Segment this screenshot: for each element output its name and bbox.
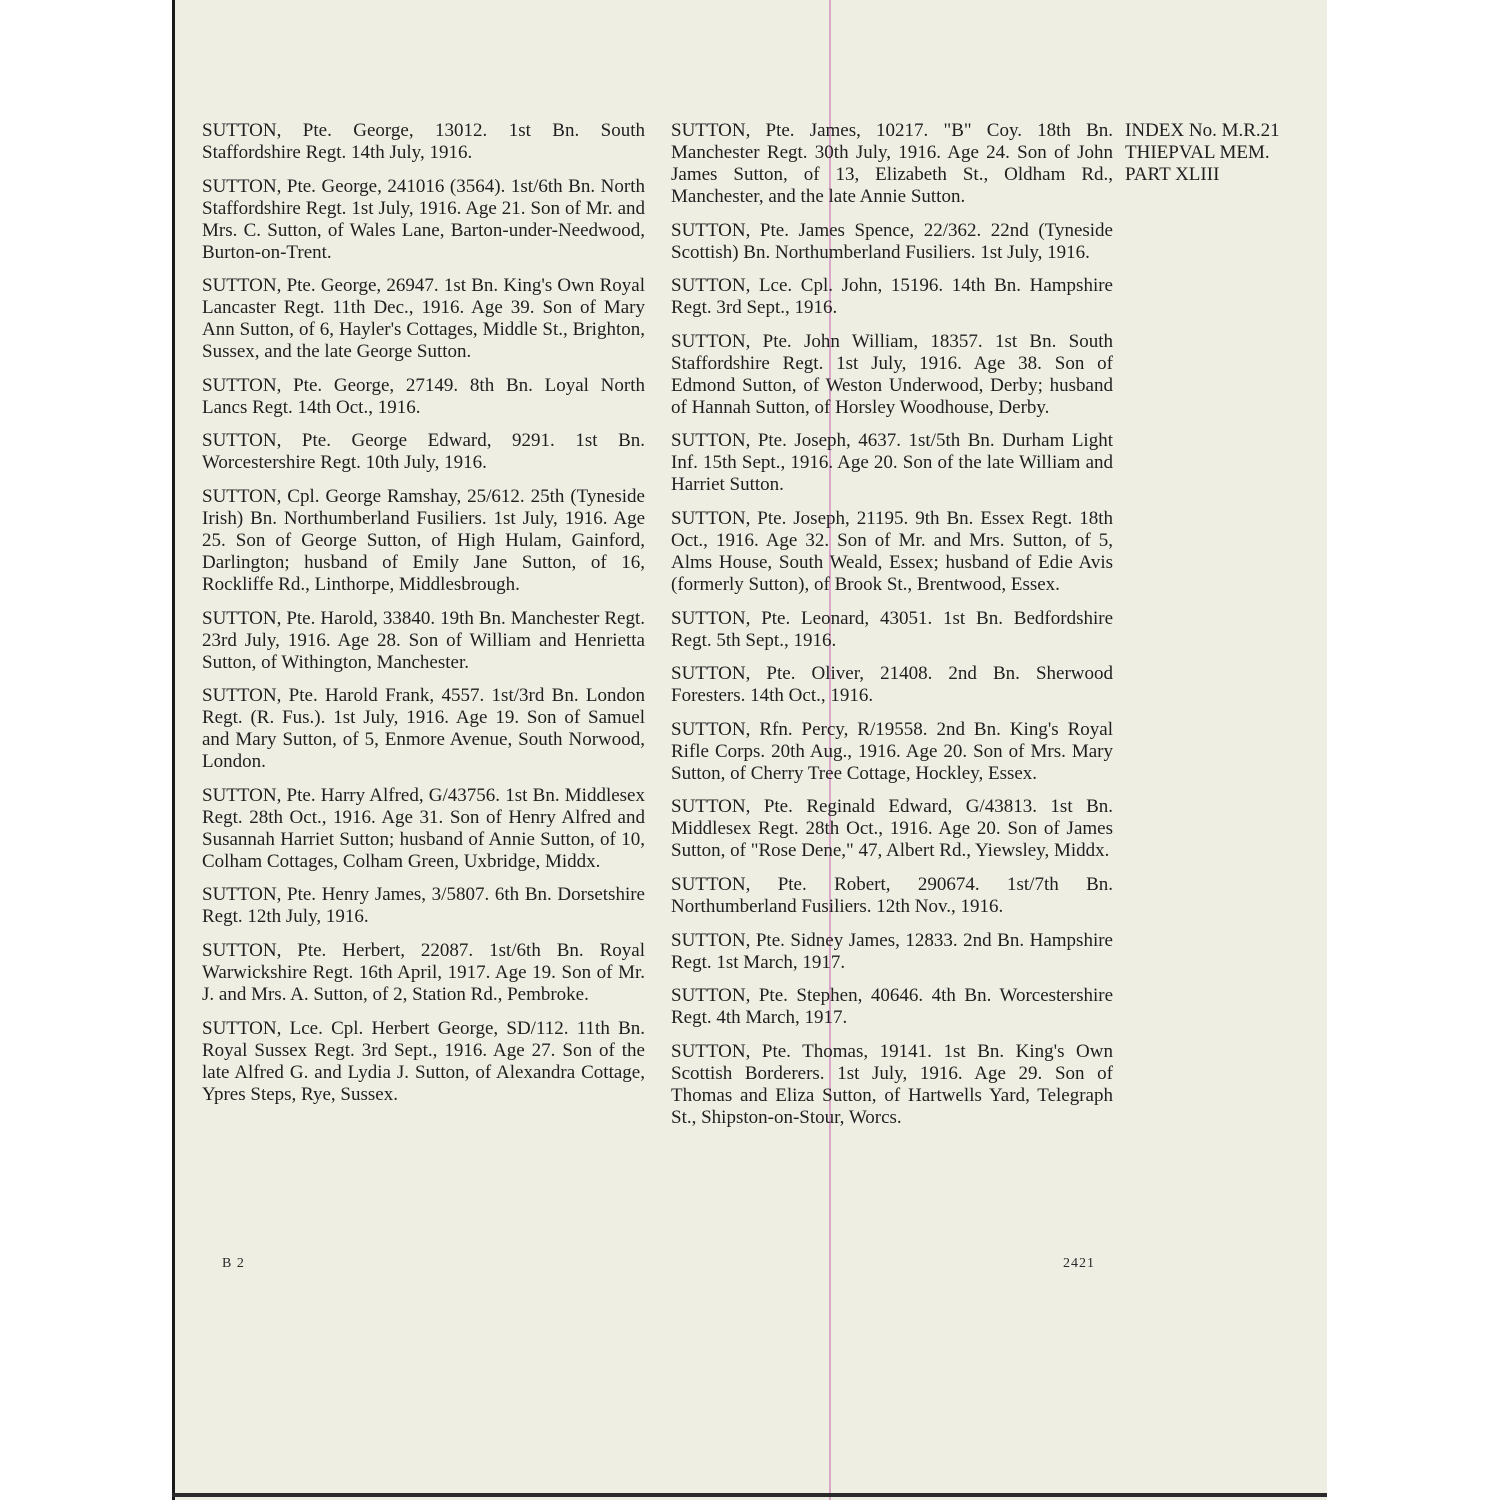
- entry: SUTTON, Pte. Harold Frank, 4557. 1st/3rd Bn. London Regt. (R. Fus.). 1st July, 1916. Age 19. Son of Samuel and Mary Sutton, of 5, Enmore Avenue, South Norwood, London.: [202, 685, 645, 773]
- memorial-name: THIEPVAL MEM.: [1125, 142, 1270, 163]
- entry: SUTTON, Pte. Harry Alfred, G/43756. 1st Bn. Middlesex Regt. 28th Oct., 1916. Age 31. Son of Henry Alfred and Susannah Harriet Sutton; husband of Annie Sutton, of 10, Colham Cottages, Colham Green, Uxbridge, Middx.: [202, 784, 645, 872]
- index-number: INDEX No. M.R.21: [1125, 120, 1280, 141]
- right-column: [671, 120, 1113, 1140]
- entry: SUTTON, Pte. Oliver, 21408. 2nd Bn. Sherwood Foresters. 14th Oct., 1916.: [671, 663, 1113, 707]
- entry: SUTTON, Pte. Reginald Edward, G/43813. 1st Bn. Middlesex Regt. 28th Oct., 1916. Age 20. Son of James Sutton, of "Rose Dene," 47, Albert Rd., Yiewsley, Middx.: [671, 796, 1113, 862]
- entry: SUTTON, Pte. John William, 18357. 1st Bn. South Staffordshire Regt. 1st July, 1916. Age 38. Son of Edmond Sutton, of Weston Underwood, Derby; husband of Hannah Sutton, of Horsley Woodhouse, Derby.: [671, 330, 1113, 418]
- entry: SUTTON, Pte. James Spence, 22/362. 22nd (Tyneside Scottish) Bn. Northumberland Fusiliers. 1st July, 1916.: [671, 219, 1113, 263]
- page-bottom-edge: [172, 1493, 1327, 1497]
- entry: SUTTON, Pte. George, 27149. 8th Bn. Loyal North Lancs Regt. 14th Oct., 1916.: [202, 374, 645, 418]
- entry: SUTTON, Pte. Sidney James, 12833. 2nd Bn. Hampshire Regt. 1st March, 1917.: [671, 929, 1113, 973]
- entry: SUTTON, Pte. George, 26947. 1st Bn. King's Own Royal Lancaster Regt. 11th Dec., 1916. Age 39. Son of Mary Ann Sutton, of 6, Hayler's Cottages, Middle St., Brighton, Sussex, and the late George Sutton.: [202, 275, 645, 363]
- entry: SUTTON, Cpl. George Ramshay, 25/612. 25th (Tyneside Irish) Bn. Northumberland Fusiliers. 1st July, 1916. Age 25. Son of George Sutton, of High Hulam, Gainford, Darlington; husband of Emily Jane Sutton, of 16, Rockliffe Rd., Linthorpe, Middlesbrough.: [202, 485, 645, 595]
- page-number: 2421: [1063, 1256, 1095, 1271]
- entry: SUTTON, Rfn. Percy, R/19558. 2nd Bn. King's Royal Rifle Corps. 20th Aug., 1916. Age 20. Son of Mrs. Mary Sutton, of Cherry Tree Cottage, Hockley, Essex.: [671, 718, 1113, 784]
- entry: SUTTON, Pte. Harold, 33840. 19th Bn. Manchester Regt. 23rd July, 1916. Age 28. Son of William and Henrietta Sutton, of Withington, Manchester.: [202, 607, 645, 673]
- left-column: [202, 120, 645, 1117]
- part-number: PART XLIII: [1125, 164, 1220, 185]
- index-reference: [1125, 120, 1325, 186]
- entry: SUTTON, Lce. Cpl. Herbert George, SD/112. 11th Bn. Royal Sussex Regt. 3rd Sept., 1916. Age 27. Son of the late Alfred G. and Lydia J. Sutton, of Alexandra Cottage, Ypres Steps, Rye, Sussex.: [202, 1017, 645, 1105]
- entry: SUTTON, Pte. Robert, 290674. 1st/7th Bn. Northumberland Fusiliers. 12th Nov., 1916.: [671, 873, 1113, 917]
- entry: SUTTON, Pte. Leonard, 43051. 1st Bn. Bedfordshire Regt. 5th Sept., 1916.: [671, 607, 1113, 651]
- entry: SUTTON, Pte. Joseph, 4637. 1st/5th Bn. Durham Light Inf. 15th Sept., 1916. Age 20. Son of the late William and Harriet Sutton.: [671, 430, 1113, 496]
- entry: SUTTON, Pte. George, 13012. 1st Bn. South Staffordshire Regt. 14th July, 1916.: [202, 120, 645, 163]
- entry: SUTTON, Lce. Cpl. John, 15196. 14th Bn. Hampshire Regt. 3rd Sept., 1916.: [671, 275, 1113, 319]
- entry: SUTTON, Pte. James, 10217. "B" Coy. 18th Bn. Manchester Regt. 30th July, 1916. Age 24. Son of John James Sutton, of 13, Elizabeth St., Oldham Rd., Manchester, and the late Annie Sutton.: [671, 120, 1113, 207]
- entry: SUTTON, Pte. Herbert, 22087. 1st/6th Bn. Royal Warwickshire Regt. 16th April, 1917. Age 19. Son of Mr. J. and Mrs. A. Sutton, of 2, Station Rd., Pembroke.: [202, 939, 645, 1005]
- entry: SUTTON, Pte. Stephen, 40646. 4th Bn. Worcestershire Regt. 4th March, 1917.: [671, 985, 1113, 1029]
- entry: SUTTON, Pte. George Edward, 9291. 1st Bn. Worcestershire Regt. 10th July, 1916.: [202, 430, 645, 474]
- entry: SUTTON, Pte. Joseph, 21195. 9th Bn. Essex Regt. 18th Oct., 1916. Age 32. Son of Mr. and Mrs. Sutton, of 5, Alms House, South Weald, Essex; husband of Edie Avis (formerly Sutton), of Brook St., Brentwood, Essex.: [671, 507, 1113, 595]
- entry: SUTTON, Pte. George, 241016 (3564). 1st/6th Bn. North Staffordshire Regt. 1st July, 1916. Age 21. Son of Mr. and Mrs. C. Sutton, of Wales Lane, Barton-under-Needwood, Burton-on-Trent.: [202, 175, 645, 263]
- signature-mark: B 2: [222, 1256, 245, 1271]
- entry: SUTTON, Pte. Thomas, 19141. 1st Bn. King's Own Scottish Borderers. 1st July, 1916. Age 29. Son of Thomas and Eliza Sutton, of Hartwells Yard, Telegraph St., Shipston-on-Stour, Worcs.: [671, 1040, 1113, 1128]
- entry: SUTTON, Pte. Henry James, 3/5807. 6th Bn. Dorsetshire Regt. 12th July, 1916.: [202, 884, 645, 928]
